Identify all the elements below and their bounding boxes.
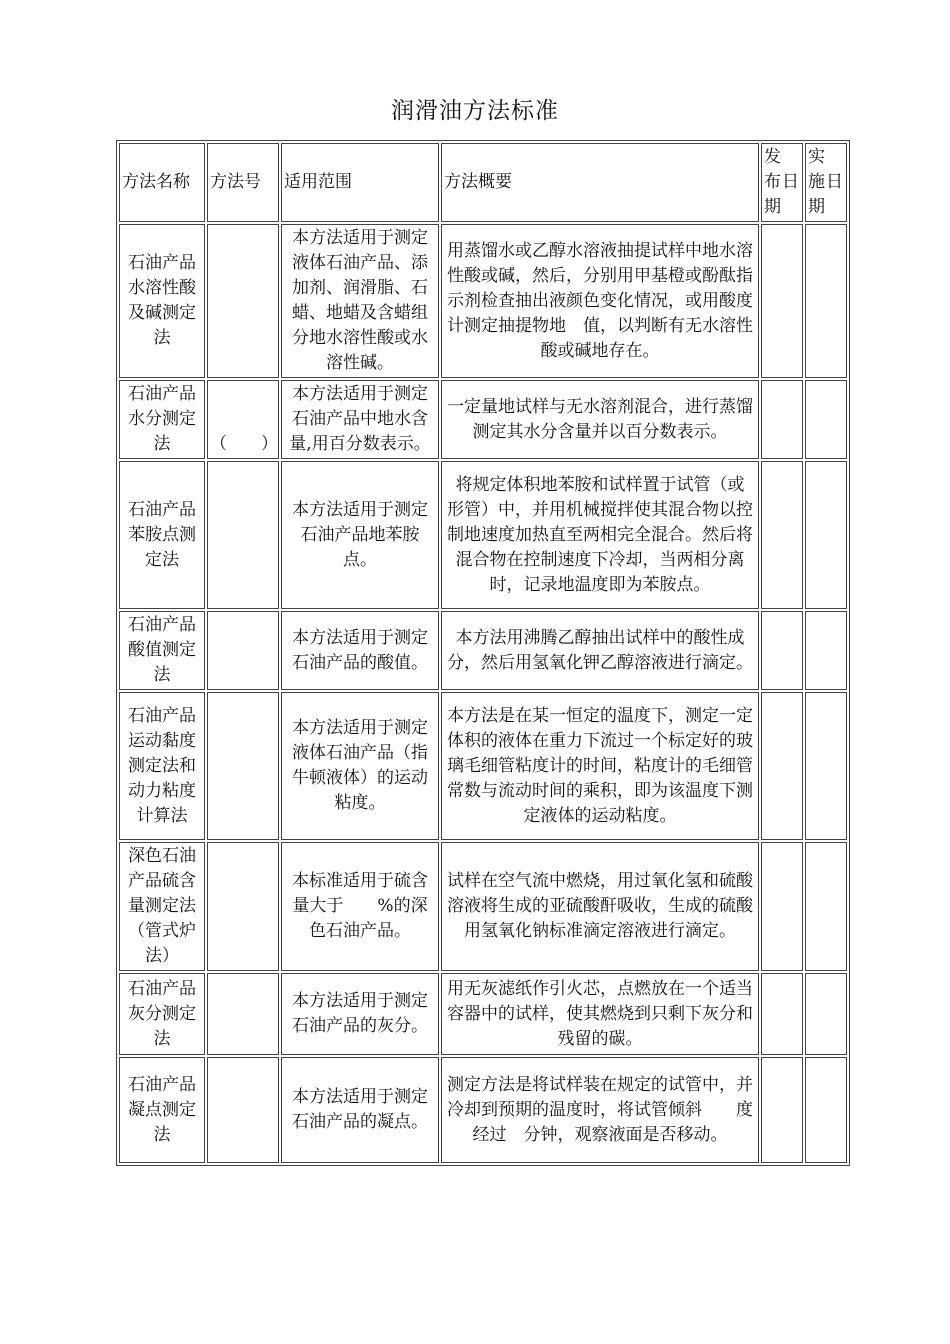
summary-cell: 将规定体积地苯胺和试样置于试管（或 形管）中，并用机械搅拌使其混合物以控制地速度加热直至两相完全混合。然后将混合物在控制速度下冷却，当两相分离时，记录地温度即为苯胺点。 bbox=[441, 461, 759, 609]
method-number-cell bbox=[207, 973, 279, 1055]
header-implement-date: 实 施日期 bbox=[805, 143, 847, 222]
publish-date-cell bbox=[761, 461, 803, 609]
summary-cell: 试样在空气流中燃烧，用过氧化氢和硫酸溶液将生成的亚硫酸酐吸收，生成的硫酸用氢氧化钠标准滴定溶液进行滴定。 bbox=[441, 842, 759, 971]
methods-table-container bbox=[116, 140, 850, 1166]
publish-date-cell bbox=[761, 973, 803, 1055]
publish-date-cell bbox=[761, 380, 803, 459]
method-name-cell: 石油产品运动黏度测定法和动力粘度计算法 bbox=[119, 692, 205, 840]
implement-date-cell bbox=[805, 1057, 847, 1163]
method-name-cell: 石油产品水溶性酸及碱测定法 bbox=[119, 224, 205, 378]
method-number-cell bbox=[207, 1057, 279, 1163]
implement-date-cell bbox=[805, 461, 847, 609]
implement-date-cell bbox=[805, 842, 847, 971]
implement-date-cell bbox=[805, 224, 847, 378]
summary-cell: 测定方法是将试样装在规定的试管中，并冷却到预期的温度时，将试管倾斜 度经过 分钟，观察液面是否移动。 bbox=[441, 1057, 759, 1163]
scope-cell: 本标准适用于硫含量大于 %的深色石油产品。 bbox=[281, 842, 439, 971]
implement-date-cell bbox=[805, 380, 847, 459]
methods-table bbox=[116, 140, 850, 1166]
scope-cell: 本方法适用于测定石油产品的酸值。 bbox=[281, 611, 439, 690]
summary-cell: 本方法用沸腾乙醇抽出试样中的酸性成分，然后用氢氧化钾乙醇溶液进行滴定。 bbox=[441, 611, 759, 690]
table-row bbox=[119, 973, 847, 1055]
method-number-cell bbox=[207, 692, 279, 840]
header-publish-date: 发 布日期 bbox=[761, 143, 803, 222]
table-row bbox=[119, 692, 847, 840]
method-name-cell: 石油产品酸值测定法 bbox=[119, 611, 205, 690]
scope-cell: 本方法适用于测定石油产品的凝点。 bbox=[281, 1057, 439, 1163]
header-method-number: 方法号 bbox=[207, 143, 279, 222]
implement-date-cell bbox=[805, 973, 847, 1055]
method-name-cell: 深色石油产品硫含量测定法（管式炉法） bbox=[119, 842, 205, 971]
scope-cell: 本方法适用于测定液体石油产品（指牛顿液体）的运动粘度。 bbox=[281, 692, 439, 840]
method-number-cell bbox=[207, 224, 279, 378]
implement-date-cell bbox=[805, 611, 847, 690]
method-name-cell: 石油产品灰分测定法 bbox=[119, 973, 205, 1055]
table-row bbox=[119, 611, 847, 690]
publish-date-cell bbox=[761, 224, 803, 378]
method-name-cell: 石油产品凝点测定法 bbox=[119, 1057, 205, 1163]
header-summary: 方法概要 bbox=[441, 143, 759, 222]
scope-cell: 本方法适用于测定石油产品中地水含量,用百分数表示。 bbox=[281, 380, 439, 459]
publish-date-cell bbox=[761, 611, 803, 690]
method-number-cell bbox=[207, 842, 279, 971]
table-row bbox=[119, 842, 847, 971]
method-name-cell: 石油产品苯胺点测定法 bbox=[119, 461, 205, 609]
publish-date-cell bbox=[761, 692, 803, 840]
method-number-cell: （ ） bbox=[207, 380, 279, 459]
header-method-name: 方法名称 bbox=[119, 143, 205, 222]
summary-cell: 用无灰滤纸作引火芯，点燃放在一个适当容器中的试样，使其燃烧到只剩下灰分和残留的碳。 bbox=[441, 973, 759, 1055]
scope-cell: 本方法适用于测定石油产品地苯胺点。 bbox=[281, 461, 439, 609]
publish-date-cell bbox=[761, 1057, 803, 1163]
table-row bbox=[119, 380, 847, 459]
implement-date-cell bbox=[805, 692, 847, 840]
method-number-cell bbox=[207, 461, 279, 609]
header-scope: 适用范围 bbox=[281, 143, 439, 222]
method-number-cell bbox=[207, 611, 279, 690]
method-name-cell: 石油产品水分测定法 bbox=[119, 380, 205, 459]
table-row bbox=[119, 461, 847, 609]
document-title: 润滑油方法标准 bbox=[391, 98, 559, 124]
table-row bbox=[119, 224, 847, 378]
summary-cell: 本方法是在某一恒定的温度下，测定一定体积的液体在重力下流过一个标定好的玻璃毛细管粘度计的时间，粘度计的毛细管常数与流动时间的乘积，即为该温度下测定液体的运动粘度。 bbox=[441, 692, 759, 840]
scope-cell: 本方法适用于测定液体石油产品、添加剂、润滑脂、石蜡、地蜡及含蜡组分地水溶性酸或水溶性碱。 bbox=[281, 224, 439, 378]
scope-cell: 本方法适用于测定石油产品的灰分。 bbox=[281, 973, 439, 1055]
table-header-row bbox=[119, 143, 847, 222]
table-row bbox=[119, 1057, 847, 1163]
summary-cell: 用蒸馏水或乙醇水溶液抽提试样中地水溶性酸或碱，然后，分别用甲基橙或酚酞指示剂检查抽出液颜色变化情况，或用酸度计测定抽提物地 值，以判断有无水溶性酸或碱地存在。 bbox=[441, 224, 759, 378]
summary-cell: 一定量地试样与无水溶剂混合，进行蒸馏测定其水分含量并以百分数表示。 bbox=[441, 380, 759, 459]
publish-date-cell bbox=[761, 842, 803, 971]
